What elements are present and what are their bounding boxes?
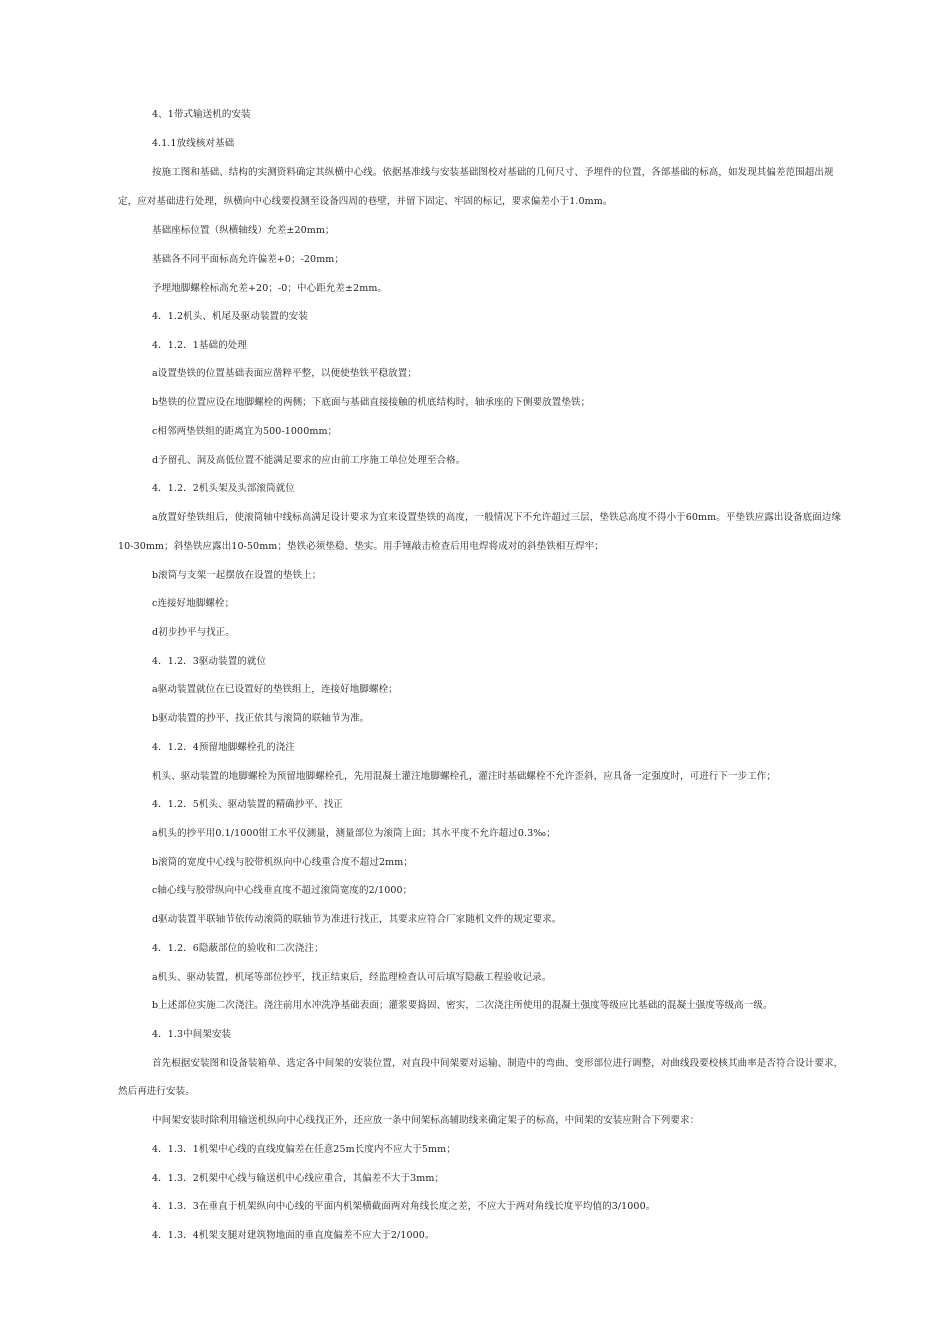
list-item: a机头的抄平用0.1/1000钳工水平仪测量，测量部位为滚筒上面；其水平度不允许超过0.3‰；	[152, 828, 556, 839]
list-item: a机头、驱动装置，机尾等部位抄平，找正结束后，经监理检查认可后填写隐蔽工程验收记录。	[152, 972, 552, 983]
list-item: 4．1.3．1机架中心线的直线度偏差在任意25m长度内不应大于5mm；	[152, 1144, 456, 1155]
list-item: b上述部位实施二次浇注。浇注前用水冲洗净基础表面；灌浆要捣固、密实，二次浇注所使用的混凝土强度等级应比基础的混凝土强度等级高一级。	[152, 1000, 773, 1011]
list-item: b滚筒的宽度中心线与胶带机纵向中心线重合度不超过2mm；	[152, 857, 413, 868]
subsection-heading: 4．1.2．1基础的处理	[152, 340, 247, 351]
section-heading: 4、1带式输送机的安装	[152, 109, 251, 120]
paragraph-line: 基础各不同平面标高允许偏差+0；-20mm；	[152, 254, 345, 265]
subsection-heading: 4．1.2．6隐蔽部位的验收和二次浇注；	[152, 943, 324, 954]
paragraph-line: 机头、驱动装置的地脚螺栓为预留地脚螺栓孔，先用混凝土灌注地脚螺栓孔，灌注时基础螺栓不允许歪斜，应具备一定强度时，可进行下一步工作；	[152, 771, 777, 782]
subsection-heading: 4.1.1放线核对基础	[152, 138, 235, 149]
list-item: d初步抄平与找正。	[152, 627, 235, 638]
paragraph-line: 首先根据安装图和设备装箱单、选定各中间架的安装位置，对直段中间架要对运输、制造中的弯曲、变形部位进行调整，对曲线段要校核其曲率是否符合设计要求，	[152, 1058, 844, 1069]
paragraph-line: 定，应对基础进行处理，纵横向中心线要投测至设备四周的巷壁，并留下固定、牢固的标记，要求偏差小于1.0mm。	[118, 196, 613, 207]
list-item: c相邻两垫铁组的距离宜为500-1000mm；	[152, 426, 338, 437]
paragraph-line: 基础座标位置（纵横轴线）允差±20mm；	[152, 225, 335, 236]
list-item: 4．1.3．4机架支腿对建筑物地面的垂直度偏差不应大于2/1000。	[152, 1230, 435, 1241]
subsection-heading: 4．1.2．4预留地脚螺栓孔的浇注	[152, 742, 295, 753]
list-item: a放置好垫铁组后，使滚筒轴中线标高满足设计要求为宜来设置垫铁的高度，一般情况下不允许超过三层，垫铁总高度不得小于60mm。平垫铁应露出设备底面边缘	[152, 512, 842, 523]
subsection-heading: 4．1.2．5机头、驱动装置的精确抄平、找正	[152, 799, 343, 810]
paragraph-line: 予埋地脚螺栓标高允差+20；-0；中心距允差±2mm。	[152, 283, 388, 294]
list-item: a驱动装置就位在已设置好的垫铁组上，连接好地脚螺栓；	[152, 684, 398, 695]
list-item: c连接好地脚螺栓；	[152, 598, 235, 609]
list-item: c轴心线与胶带纵向中心线垂直度不超过滚筒宽度的2/1000；	[152, 885, 413, 896]
subsection-heading: 4．1.2．2机头架及头部滚筒就位	[152, 483, 295, 494]
list-item: b滚筒与支架一起摆放在设置的垫铁上；	[152, 570, 322, 581]
paragraph-line: 10-30mm；斜垫铁应露出10-50mm；垫铁必须垫稳、垫实。用手锤敲击检查后用电焊将成对的斜垫铁相互焊牢；	[118, 541, 604, 552]
subsection-heading: 4．1.2机头、机尾及驱动装置的安装	[152, 311, 308, 322]
paragraph-line: 然后再进行安装。	[118, 1086, 195, 1097]
paragraph-line: 中间架安装时除利用输送机纵向中心线找正外，还应放一条中间架标高辅助线来确定架子的标高，中间架的安装应附合下列要求：	[152, 1115, 700, 1126]
list-item: b垫铁的位置应设在地脚螺栓的两侧；下底面与基础直接接触的机底结构时，轴承座的下侧要放置垫铁；	[152, 397, 591, 408]
paragraph-line: 按施工图和基础、结构的实测资料确定其纵横中心线。依据基准线与安装基础图校对基础的几何尺寸、予埋件的位置，各部基础的标高，如发现其偏差范围超出规	[152, 167, 834, 178]
subsection-heading: 4．1.3中间架安装	[152, 1029, 232, 1040]
list-item: 4．1.3．3在垂直于机架纵向中心线的平面内机架横截面两对角线长度之差，不应大于两对角线长度平均值的3/1000。	[152, 1201, 656, 1212]
list-item: b驱动装置的抄平、找正依其与滚筒的联轴节为准。	[152, 713, 370, 724]
list-item: 4．1.3．2机架中心线与输送机中心线应重合，其偏差不大于3mm；	[152, 1173, 445, 1184]
list-item: a设置垫铁的位置基础表面应凿粹平整，以便使垫铁平稳放置；	[152, 368, 417, 379]
subsection-heading: 4．1.2．3驱动装置的就位	[152, 656, 267, 667]
list-item: d予留孔、洞及高低位置不能满足要求的应由前工序施工单位处理至合格。	[152, 455, 466, 466]
list-item: d驱动装置半联轴节依传动滚筒的联轴节为准进行找正，其要求应符合厂家随机文件的规定要求。	[152, 914, 562, 925]
